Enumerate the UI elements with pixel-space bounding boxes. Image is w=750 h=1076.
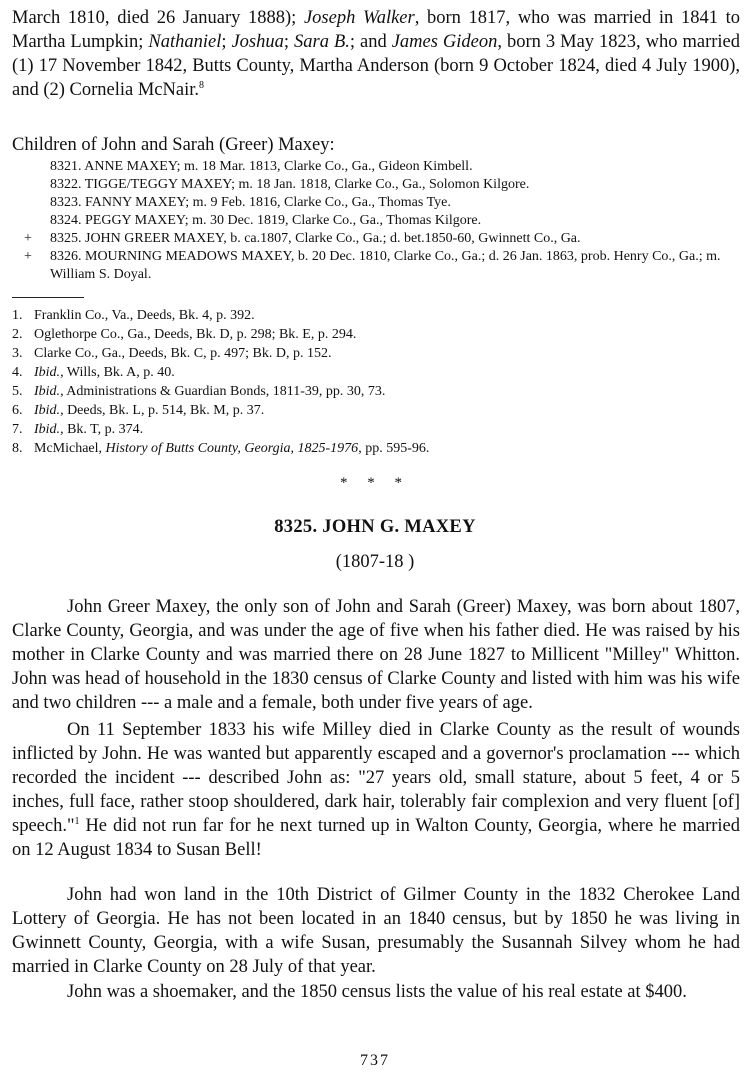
footnote-text: , pp. 595-96. xyxy=(358,441,430,456)
intro-name: Joshua xyxy=(231,32,284,52)
footnote-ref: 8 xyxy=(199,79,204,91)
footnote-number: 1. xyxy=(12,308,23,323)
intro-name: Joseph Walker xyxy=(303,8,415,28)
footnote-text: Oglethorpe Co., Ga., Deeds, Bk. D, p. 298; Bk. E, p. 294. xyxy=(34,327,357,342)
footnote xyxy=(12,344,429,363)
child-marker: + xyxy=(24,231,32,246)
intro-name: Nathaniel xyxy=(148,32,222,52)
child-text: 8321. ANNE MAXEY; m. 18 Mar. 1813, Clarke Co., Ga., Gideon Kimbell. xyxy=(50,159,473,174)
body-paragraph: John had won land in the 10th District of Gilmer County in the 1832 Cherokee Land Lottery of Georgia. He has not been located in an 1840 census, but by 1850 he was living in Gwinnett County, Georgia, with a wife Susan, presumably the Susannah Silvey whom he had married in Clarke County on 28 July of that year. xyxy=(12,885,740,977)
footnote xyxy=(12,382,429,401)
intro-name: Sara B. xyxy=(294,32,350,52)
body-paragraph: John was a shoemaker, and the 1850 census lists the value of his real estate at $400. xyxy=(67,982,687,1002)
footnote-ref: 1 xyxy=(74,815,80,827)
footnote-number: 8. xyxy=(12,441,23,456)
footnote-number: 7. xyxy=(12,422,23,437)
footnote-italic: Ibid. xyxy=(34,422,61,437)
footnote-number: 5. xyxy=(12,384,23,399)
intro-text: March 1810, died 26 January 1888); xyxy=(12,8,304,28)
child-text: 8322. TIGGE/TEGGY MAXEY; m. 18 Jan. 1818, Clarke Co., Ga., Solomon Kilgore. xyxy=(50,177,530,192)
child-marker: + xyxy=(24,249,32,264)
page-number: 737 xyxy=(360,1052,390,1069)
intro-text: ; xyxy=(283,32,295,52)
intro-name: James Gideon xyxy=(391,32,498,52)
intro-text: ; xyxy=(221,32,232,52)
child-entry xyxy=(20,212,745,230)
paragraph-text: On 11 September 1833 his wife Milley died in Clarke County as the result of wounds inflicted by John. He was wanted but apparently escaped and a governor's proclamation --- which recorded the incident --- described John as: "27 years old, small stature, about 5 feet, 4 or 5 inches, full face, rather stoop shouldered, dark hair, tolerably fair complexion and very fluent [of] speech." xyxy=(12,720,740,836)
child-text: 8326. MOURNING MEADOWS MAXEY, b. 20 Dec. 1810, Clarke Co., Ga.; d. 26 Jan. 1863, prob. Henry Co., Ga.; m. William S. Doyal. xyxy=(50,249,721,282)
footnote-number: 3. xyxy=(12,346,23,361)
child-entry xyxy=(20,158,745,176)
footnote-italic: Ibid. xyxy=(34,403,61,418)
footnote-italic: Ibid. xyxy=(34,384,61,399)
intro-text: , born 1817, who was married in 1841 to Martha Lumpkin; xyxy=(12,8,740,52)
child-entry xyxy=(20,248,745,284)
footnote xyxy=(12,401,429,420)
footnote xyxy=(12,325,429,344)
intro-text: , born 3 May 1823, who married (1) 17 November 1842, Butts County, Martha Anderson (born 9 October 1824, died 4 July 1900), and (2) Cornelia McNair. xyxy=(12,32,740,100)
body-paragraph: John Greer Maxey, the only son of John and Sarah (Greer) Maxey, was born about 1807, Clarke County, Georgia, and was under the age of five when his father died. He was raised by his mother in Clarke County and was married there on 28 June 1827 to Millicent "Milley" Whitton. John was head of household in the 1830 census of Clarke County and listed with him was his wife and two children --- a male and a female, both under five years of age. xyxy=(12,597,740,713)
footnote-text: , Deeds, Bk. L, p. 514, Bk. M, p. 37. xyxy=(60,403,265,418)
footnote-text: , Bk. T, p. 374. xyxy=(60,422,144,437)
child-text: 8325. JOHN GREER MAXEY, b. ca.1807, Clarke Co., Ga.; d. bet.1850-60, Gwinnett Co., Ga. xyxy=(50,231,581,246)
section-dates: (1807-18 ) xyxy=(335,552,415,572)
footnote xyxy=(12,363,429,382)
paragraph-text: He did not run far for he next turned up in Walton County, Georgia, where he married on 12 August 1834 to Susan Bell! xyxy=(12,816,740,860)
footnote-italic: Ibid. xyxy=(34,365,61,380)
footnote-divider xyxy=(12,297,84,298)
intro-paragraph xyxy=(12,6,740,102)
footnote-italic: History of Butts County, Georgia, 1825-1976 xyxy=(105,441,359,456)
child-entry xyxy=(20,176,745,194)
footnote-number: 6. xyxy=(12,403,23,418)
children-list xyxy=(20,158,745,284)
footnote-number: 2. xyxy=(12,327,23,342)
footnote xyxy=(12,306,429,325)
section-title: 8325. JOHN G. MAXEY xyxy=(274,517,476,537)
child-entry xyxy=(20,194,745,212)
footnote-text: Clarke Co., Ga., Deeds, Bk. C, p. 497; Bk. D, p. 152. xyxy=(34,346,332,361)
footnote-number: 4. xyxy=(12,365,23,380)
intro-text: ; and xyxy=(349,32,392,52)
footnotes-list xyxy=(12,306,429,458)
footnote-text: Franklin Co., Va., Deeds, Bk. 4, p. 392. xyxy=(34,308,255,323)
child-text: 8324. PEGGY MAXEY; m. 30 Dec. 1819, Clarke Co., Ga., Thomas Kilgore. xyxy=(50,213,482,228)
child-text: 8323. FANNY MAXEY; m. 9 Feb. 1816, Clarke Co., Ga., Thomas Tye. xyxy=(50,195,451,210)
footnote-text: McMichael, xyxy=(34,441,106,456)
footnote xyxy=(12,420,429,439)
footnote xyxy=(12,439,429,458)
footnote-text: , Wills, Bk. A, p. 40. xyxy=(60,365,175,380)
section-ornament: * * * xyxy=(340,475,410,491)
child-entry xyxy=(20,230,745,248)
footnote-text: , Administrations & Guardian Bonds, 1811-39, pp. 30, 73. xyxy=(60,384,386,399)
body-paragraph xyxy=(12,718,740,862)
children-heading: Children of John and Sarah (Greer) Maxey: xyxy=(12,135,335,155)
